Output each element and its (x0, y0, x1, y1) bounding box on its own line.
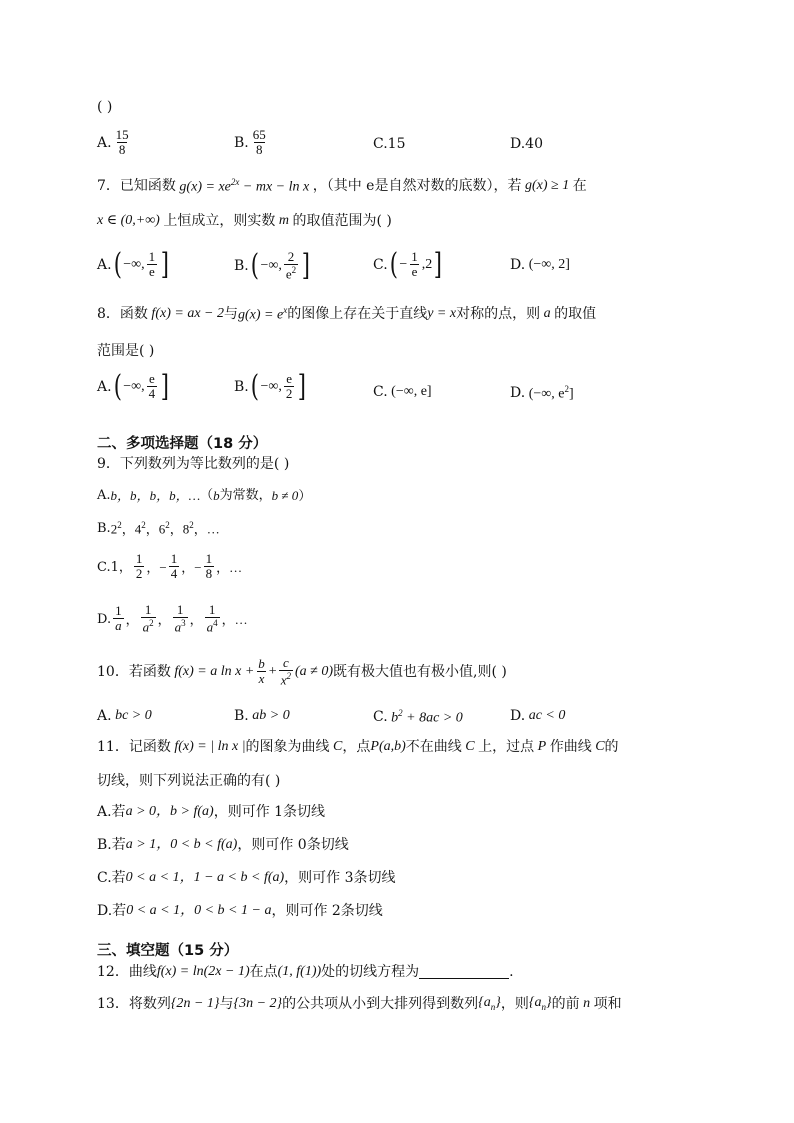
math-f-def: f(x) = a ln x + (170, 664, 255, 680)
q9-option-b[interactable]: B. $2^2$，$4^2$，$6^2$，$8^2$，… (97, 520, 220, 537)
section-heading-multi-choice: 二、多项选择题（18 分） (97, 436, 268, 452)
q8-option-d[interactable]: D. (−∞, $e^2$] (510, 384, 574, 402)
math-g-def: $g(x) = xe^{2x}$ − mx − ln x (175, 177, 313, 195)
q6-option-c[interactable]: C.15 (373, 136, 406, 152)
q7-option-b[interactable]: B. ( −∞, $\frac{2}{e^2}$ ] (234, 248, 311, 284)
q7-stem-line1: 7．已知函数 $g(x) = xe^{2x}$ − mx − ln x ，（其中 e是自然对数的底数），若 g(x) ≥ 1 在 (97, 177, 587, 195)
q9-option-c[interactable]: C.1， $\frac{1}{2}$ ，− $\frac{1}{4}$ ，− $\frac{1}{8}$ ，… (97, 551, 243, 582)
q7-option-c[interactable]: C. ( − $\frac{1}{e}$ ,2 ] (373, 247, 443, 283)
q7-option-a[interactable]: A. ( −∞, $\frac{1}{e}$ ] (97, 247, 170, 283)
math-domain: x ∈ (0,+∞) (97, 213, 160, 228)
q8-option-b[interactable]: B. ( −∞, $\frac{e}{2}$ ] (234, 369, 307, 405)
q11-option-d[interactable]: D.若 0 < a < 1，0 < b < 1 − a ，则可作 2条切线 (97, 903, 383, 919)
q9-option-a[interactable]: A. b，b，b，b，… （ b 为常数， b ≠ 0 ） (97, 488, 312, 503)
q7-stem-line2: x ∈ (0,+∞) 上恒成立，则实数 m 的取值范围为( ) (97, 213, 392, 229)
q10-stem: 10．若函数 f(x) = a ln x + $\frac{b}{x}$ + $\frac{c}{x^2}$ (a ≠ 0) 既有极大值也有极小值,则( ) (97, 655, 507, 688)
answer-blank[interactable] (419, 964, 509, 979)
q11-stem-line1: 11．记函数 f(x) = | ln x | 的图象为曲线 C ，点 P(a,b) 不在曲线 C 上，过点 P 作曲线 C 的 (97, 739, 619, 755)
math-g-ge-1: g(x) ≥ 1 (521, 178, 570, 194)
q8-stem-line1: 8．函数 f(x) = ax − 2 与 $g(x) = e^x$ 的图像上存在关于直线 y = x 对称的点，则 a 的取值 (97, 305, 597, 323)
q10-option-c[interactable]: C. $b^2 + 8ac > 0$ (373, 708, 463, 726)
q10-option-d[interactable]: D. ac < 0 (510, 708, 566, 724)
q9-option-d[interactable]: D. $\frac{1}{a}$ ， $\frac{1}{a^2}$ ， $\frac{1}{a^3}$ ， $\frac{1}{a^4}$ ，… (97, 602, 248, 635)
math-line: y = x (427, 306, 457, 322)
section-heading-fill-blank: 三、填空题（15 分） (97, 943, 239, 959)
math-g-def: $g(x) = e^x$ (237, 305, 288, 323)
q6-option-a[interactable]: A. $\frac{15}{8}$ (97, 127, 129, 158)
q11-option-b[interactable]: B.若 a > 1，0 < b < f(a) ，则可作 0条切线 (97, 837, 349, 853)
math-f-def: f(x) = ax − 2 (147, 306, 224, 322)
q7-option-d[interactable]: D. (−∞, 2] (510, 257, 570, 273)
q10-option-a[interactable]: A. bc > 0 (97, 708, 152, 724)
q8-option-c[interactable]: C. (−∞, e] (373, 384, 432, 400)
q11-stem-line2: 切线，则下列说法正确的有( ) (97, 773, 281, 789)
q11-option-c[interactable]: C.若 0 < a < 1，1 − a < b < f(a) ，则可作 3条切线 (97, 870, 396, 886)
q6-option-d[interactable]: D.40 (510, 136, 543, 152)
fraction: $\frac{65}{8}$ (252, 127, 266, 158)
q11-option-a[interactable]: A.若 a > 0，b > f(a) ，则可作 1条切线 (97, 804, 326, 820)
fraction: $\frac{15}{8}$ (115, 127, 129, 158)
q12-stem: 12．曲线 f(x) = ln(2x − 1) 在点 (1, f(1)) 处的切线方程为 . (97, 963, 514, 980)
q13-stem: 13．将数列 {2n − 1} 与 {3n − 2} 的公共项从小到大排列得到数列 $\{a_n\}$ ，则 $\{a_n\}$ 的前 n 项和 (97, 995, 622, 1012)
q8-stem-line2: 范围是( ) (97, 343, 155, 359)
q6-tail: ( ) (97, 99, 113, 115)
q10-option-b[interactable]: B. ab > 0 (234, 708, 290, 724)
q9-stem: 9．下列数列为等比数列的是( ) (97, 456, 290, 472)
q8-option-a[interactable]: A. ( −∞, $\frac{e}{4}$ ] (97, 369, 170, 405)
q6-option-b[interactable]: B. $\frac{65}{8}$ (234, 127, 266, 158)
